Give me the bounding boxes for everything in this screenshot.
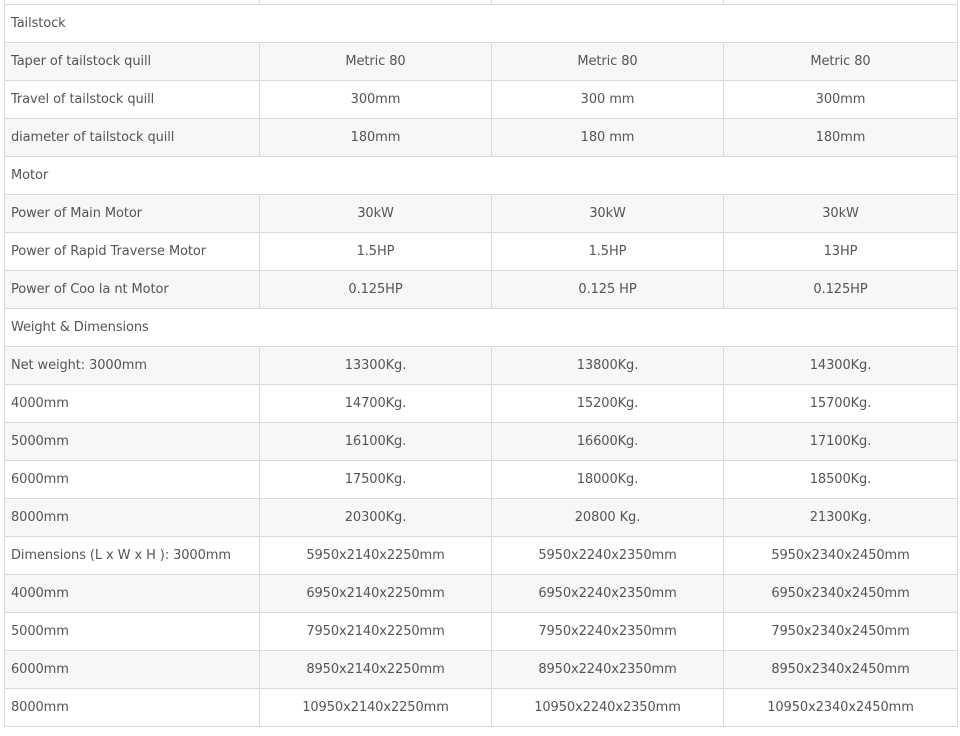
table-row (5, 651, 958, 689)
value-cell: Metric 80 (260, 43, 492, 81)
value-cell: 14300Kg. (724, 347, 958, 385)
value-cell: 16100Kg. (260, 423, 492, 461)
value-cell: 30kW (260, 195, 492, 233)
row-label: Power of Rapid Traverse Motor (5, 233, 260, 271)
value-cell: 30kW (492, 195, 724, 233)
section-header-row (5, 309, 958, 347)
table-row (5, 575, 958, 613)
value-cell: 180mm (260, 119, 492, 157)
table-row (5, 119, 958, 157)
value-cell: 8950x2340x2450mm (724, 651, 958, 689)
row-label: 5000mm (5, 423, 260, 461)
value-cell: 300mm (260, 81, 492, 119)
section-title: Motor (5, 157, 958, 195)
value-cell: 8950x2240x2350mm (492, 651, 724, 689)
row-label: 5000mm (5, 613, 260, 651)
value-cell: Metric 80 (492, 43, 724, 81)
section-title: Weight & Dimensions (5, 309, 958, 347)
value-cell: 10950x2340x2450mm (724, 689, 958, 727)
table-row (5, 347, 958, 385)
section-header-row (5, 5, 958, 43)
row-label: 6000mm (5, 651, 260, 689)
value-cell: 7950x2340x2450mm (724, 613, 958, 651)
value-cell: Metric 80 (724, 43, 958, 81)
value-cell: 16600Kg. (492, 423, 724, 461)
value-cell: 13800Kg. (492, 347, 724, 385)
value-cell: 30kW (724, 195, 958, 233)
row-label: Taper of tailstock quill (5, 43, 260, 81)
value-cell: 10950x2140x2250mm (260, 689, 492, 727)
row-label: 8000mm (5, 499, 260, 537)
value-cell: 13HP (724, 233, 958, 271)
table-row (5, 195, 958, 233)
row-label: Net weight: 3000mm (5, 347, 260, 385)
table-row (5, 423, 958, 461)
spec-table (4, 0, 958, 727)
table-row (5, 461, 958, 499)
table-row (5, 537, 958, 575)
value-cell: 300mm (724, 81, 958, 119)
value-cell: 0.125HP (724, 271, 958, 309)
section-header-row (5, 157, 958, 195)
row-label: Travel of tailstock quill (5, 81, 260, 119)
value-cell: 15200Kg. (492, 385, 724, 423)
value-cell: 13300Kg. (260, 347, 492, 385)
row-label: 8000mm (5, 689, 260, 727)
value-cell: 14700Kg. (260, 385, 492, 423)
value-cell: 6950x2340x2450mm (724, 575, 958, 613)
value-cell: 5950x2240x2350mm (492, 537, 724, 575)
value-cell: 5950x2140x2250mm (260, 537, 492, 575)
value-cell: 7950x2240x2350mm (492, 613, 724, 651)
row-label: Power of Coo la nt Motor (5, 271, 260, 309)
value-cell: 180mm (724, 119, 958, 157)
value-cell: 6950x2140x2250mm (260, 575, 492, 613)
value-cell: 10950x2240x2350mm (492, 689, 724, 727)
value-cell: 21300Kg. (724, 499, 958, 537)
value-cell: 17500Kg. (260, 461, 492, 499)
value-cell: 17100Kg. (724, 423, 958, 461)
table-row (5, 689, 958, 727)
value-cell: 8950x2140x2250mm (260, 651, 492, 689)
value-cell: 20800 Kg. (492, 499, 724, 537)
value-cell: 15700Kg. (724, 385, 958, 423)
value-cell: 0.125HP (260, 271, 492, 309)
table-row (5, 385, 958, 423)
value-cell: 300 mm (492, 81, 724, 119)
row-label: Power of Main Motor (5, 195, 260, 233)
row-label: 6000mm (5, 461, 260, 499)
value-cell: 0.125 HP (492, 271, 724, 309)
value-cell: 7950x2140x2250mm (260, 613, 492, 651)
value-cell: 1.5HP (492, 233, 724, 271)
value-cell: 18000Kg. (492, 461, 724, 499)
spec-table-container (4, 0, 957, 727)
value-cell: 1.5HP (260, 233, 492, 271)
table-row (5, 613, 958, 651)
table-row (5, 233, 958, 271)
value-cell: 5950x2340x2450mm (724, 537, 958, 575)
value-cell: 18500Kg. (724, 461, 958, 499)
table-row (5, 499, 958, 537)
spec-table-body (5, 0, 958, 727)
row-label: diameter of tailstock quill (5, 119, 260, 157)
row-label: 4000mm (5, 385, 260, 423)
section-title: Tailstock (5, 5, 958, 43)
row-label: Dimensions (L x W x H ): 3000mm (5, 537, 260, 575)
table-row (5, 43, 958, 81)
row-label: 4000mm (5, 575, 260, 613)
value-cell: 6950x2240x2350mm (492, 575, 724, 613)
table-row (5, 271, 958, 309)
value-cell: 180 mm (492, 119, 724, 157)
table-row (5, 81, 958, 119)
value-cell: 20300Kg. (260, 499, 492, 537)
